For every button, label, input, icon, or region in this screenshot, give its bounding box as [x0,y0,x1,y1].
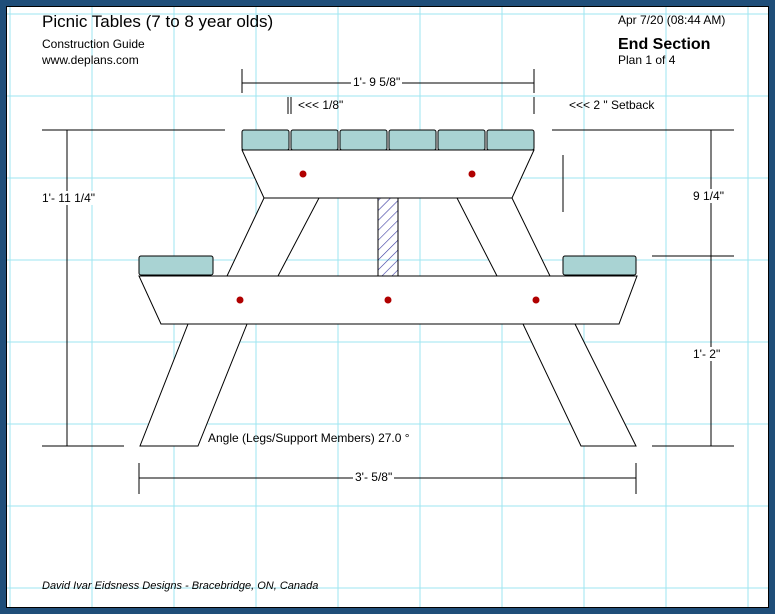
top-cleat [242,150,534,198]
designer-credit: David Ivar Eidsness Designs - Bracebridge, ON, Canada [42,580,319,592]
tabletop-board [438,130,485,150]
drawing-title: Picnic Tables (7 to 8 year olds) [42,12,274,31]
center-support [378,198,398,276]
plan-number: Plan 1 of 4 [618,53,676,67]
total-width-label: 3'- 5/8" [355,470,393,484]
tabletop-board [487,130,534,150]
seat-height-label: 1'- 2" [693,347,721,361]
drawing-date: Apr 7/20 (08:44 AM) [618,13,726,27]
bolt [533,297,540,304]
board-gap-label: <<< 1/8" [298,98,344,112]
bolt [237,297,244,304]
drawing-subtitle: Construction Guide [42,37,145,51]
bolt [469,171,476,178]
end-section-drawing [7,7,769,608]
upper-leg-right [457,198,550,276]
seat-board-right [563,256,636,275]
setback-label: <<< 2 " Setback [569,98,655,112]
bolt [385,297,392,304]
section-name: End Section [618,36,711,53]
tabletop-board [291,130,338,150]
tabletop-board [242,130,289,150]
tabletop-board [340,130,387,150]
bolt [300,171,307,178]
top-width-label: 1'- 9 5/8" [353,75,401,89]
website-link[interactable]: www.deplans.com [42,53,139,67]
tabletop-boards [242,130,534,150]
seat-board-left [139,256,213,275]
total-height-label: 1'- 11 1/4" [42,191,96,205]
top-to-seat-label: 9 1/4" [693,189,724,203]
angle-label: Angle (Legs/Support Members) 27.0 ° [208,431,410,445]
upper-leg-left [227,198,319,276]
tabletop-board [389,130,436,150]
drawing-sheet [6,6,769,608]
